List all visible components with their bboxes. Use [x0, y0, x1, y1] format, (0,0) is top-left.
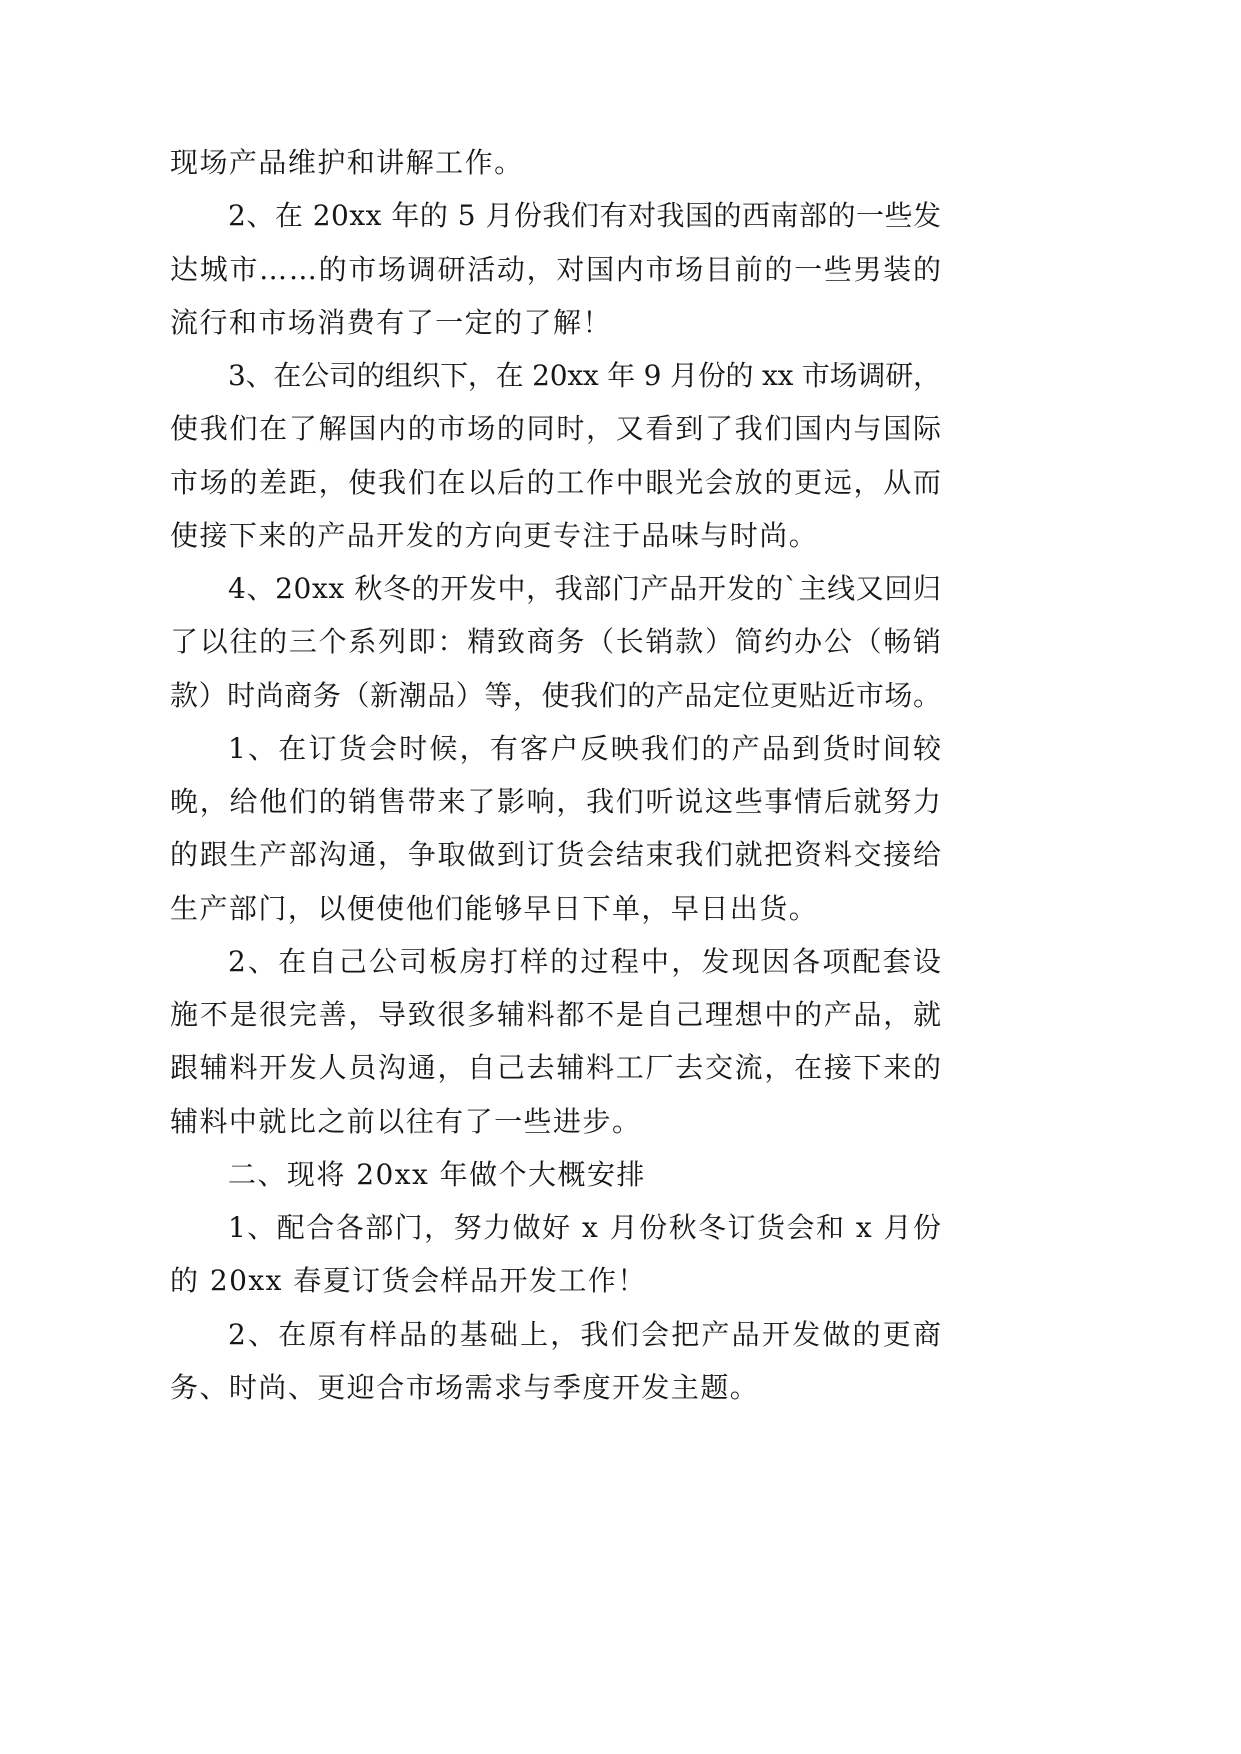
paragraph-line: 施不是很完善，导致很多辅料都不是自己理想中的产品，就	[170, 998, 943, 1031]
paragraph-line: 的跟生产部沟通，争取做到订货会结束我们就把资料交接给	[170, 838, 943, 872]
paragraph	[170, 189, 941, 349]
paragraph	[170, 349, 941, 562]
section-heading-text: 二、现将 20xx 年做个大概安排	[228, 1157, 646, 1191]
paragraph-line: 4、20xx 秋冬的开发中，我部门产品开发的`主线又回归	[228, 572, 942, 605]
paragraph-line: 达城市……的市场调研活动，对国内市场目前的一些男装的	[170, 252, 943, 286]
paragraph-line: 使我们在了解国内的市场的同时，又看到了我们国内与国际	[170, 412, 943, 446]
paragraph-line: 款）时尚商务（新潮品）等，使我们的产品定位更贴近市场。	[170, 678, 942, 712]
paragraph-line: 3、在公司的组织下，在 20xx 年 9 月份的 xx 市场调研，	[228, 359, 941, 392]
paragraph-line: 辅料中就比之前以往有了一些进步。	[170, 1104, 642, 1138]
paragraph-line: 1、在订货会时候，有客户反映我们的产品到货时间较	[228, 731, 944, 765]
paragraph-line: 市场的差距，使我们在以后的工作中眼光会放的更远，从而	[170, 465, 943, 499]
paragraph	[170, 136, 941, 189]
paragraph-line: 现场产品维护和讲解工作。	[170, 146, 524, 179]
paragraph-line: 生产部门，以便使他们能够早日下单，早日出货。	[170, 891, 819, 925]
paragraph-line: 晚，给他们的销售带来了影响，我们听说这些事情后就努力	[170, 785, 943, 818]
paragraph-line: 跟辅料开发人员沟通，自己去辅料工厂去交流，在接下来的	[170, 1051, 943, 1085]
paragraph	[170, 562, 941, 722]
paragraph-line: 的 20xx 春夏订货会样品开发工作！	[170, 1264, 647, 1298]
paragraph-line: 2、在原有样品的基础上，我们会把产品开发做的更商	[228, 1317, 944, 1351]
paragraph-line: 流行和市场消费有了一定的了解！	[170, 305, 612, 339]
paragraph-line: 2、在自己公司板房打样的过程中，发现因各项配套设	[228, 944, 944, 978]
paragraph	[170, 1308, 944, 1415]
paragraph	[170, 935, 944, 1148]
document-body	[170, 136, 944, 1414]
paragraph-line: 2、在 20xx 年的 5 月份我们有对我国的西南部的一些发	[228, 199, 942, 233]
paragraph-line: 务、时尚、更迎合市场需求与季度开发主题。	[170, 1370, 760, 1404]
paragraph-line: 了以往的三个系列即：精致商务（长销款）简约办公（畅销	[170, 625, 943, 659]
paragraph-line: 使接下来的产品开发的方向更专注于品味与时尚。	[170, 518, 819, 552]
paragraph	[170, 722, 944, 935]
paragraph	[170, 1201, 941, 1308]
paragraph-line: 1、配合各部门，努力做好 x 月份秋冬订货会和 x 月份	[228, 1211, 943, 1244]
section-heading	[170, 1148, 941, 1201]
